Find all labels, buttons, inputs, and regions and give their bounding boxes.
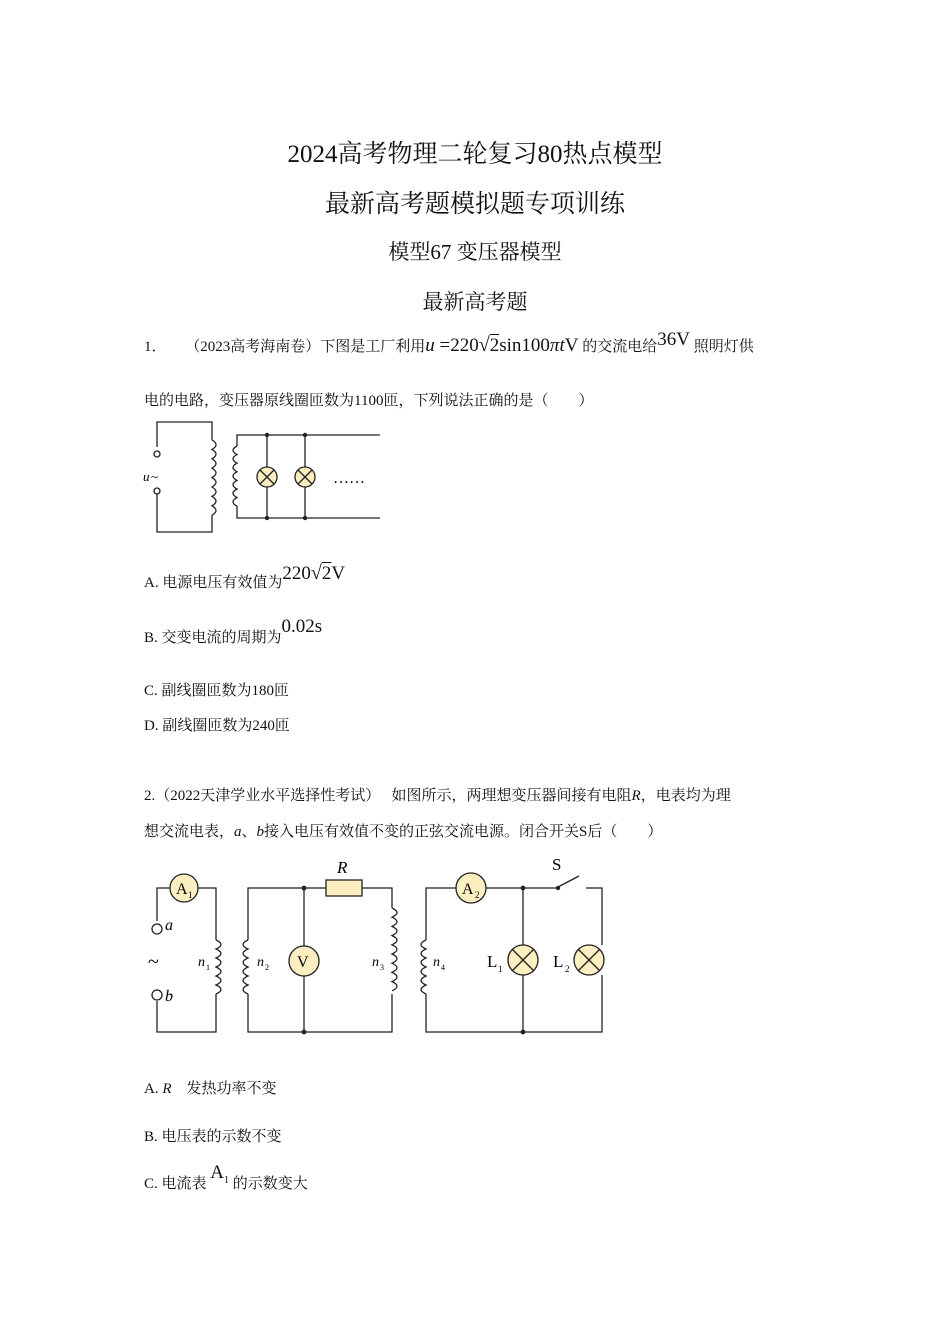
- coil-n1-label: [198, 955, 210, 972]
- lamp-l2: [553, 945, 604, 975]
- q1-number: 1．: [144, 339, 167, 355]
- lamp-l1: [487, 945, 538, 975]
- switch-s-label: S: [552, 855, 562, 874]
- q2-option-b: B. 电压表的示数不变: [144, 1129, 282, 1145]
- q1-dots: ……: [333, 470, 365, 487]
- q2-option-a: A. R 发热功率不变: [144, 1081, 277, 1097]
- q2-number: 2.: [144, 788, 156, 804]
- svg-text:A: A: [176, 881, 188, 898]
- svg-text:A: A: [462, 881, 474, 898]
- q2-option-c-formula: $A_1$: [210, 1162, 229, 1186]
- coil-n2-label: [257, 955, 269, 972]
- q1-line1: [144, 329, 754, 357]
- voltmeter-v: [289, 946, 319, 976]
- terminal-b-label: b: [165, 988, 173, 1005]
- q2-circuit-figure: [140, 848, 610, 1043]
- svg-text:4: 4: [441, 963, 445, 972]
- q1-option-b: B. 交变电流的周期为0.02s: [144, 616, 323, 646]
- svg-text:V: V: [297, 954, 309, 971]
- q1-line2: 电的电路，变压器原线圈匝数为1100匝，下列说法正确的是（ ）: [144, 393, 594, 409]
- title-model: 模型67 变压器模型: [388, 240, 562, 264]
- coil-n3-label: [372, 955, 384, 972]
- q1-option-c: C. 副线圈匝数为180匝: [144, 683, 290, 699]
- q1-formula: u =220√2sin100πtV: [425, 334, 579, 356]
- q1-option-a: A. 电源电压有效值为220√2V: [144, 562, 346, 591]
- svg-text:n: n: [433, 955, 440, 970]
- svg-text:3: 3: [380, 963, 384, 972]
- q1-text-mid: 的交流电给: [582, 339, 658, 355]
- svg-text:1: 1: [188, 890, 193, 900]
- q2-line1: 2.（2022天津学业水平选择性考试） 如图所示，两理想变压器间接有电阻R，电表均为理: [144, 788, 731, 804]
- svg-text:L: L: [553, 952, 564, 971]
- svg-text:1: 1: [206, 963, 210, 972]
- section-heading: 最新高考题: [422, 290, 528, 314]
- title-main: 2024高考物理二轮复习80热点模型: [287, 141, 663, 168]
- svg-text:2: 2: [565, 964, 570, 974]
- svg-text:2: 2: [475, 890, 480, 900]
- svg-text:n: n: [198, 955, 205, 970]
- q2-source: （2022天津学业水平选择性考试）: [155, 788, 381, 804]
- q1-circuit-figure: [140, 418, 390, 538]
- svg-text:2: 2: [265, 963, 269, 972]
- ac-source-tilde: ~: [148, 951, 159, 973]
- q1-option-b-formula: 0.02s: [281, 616, 323, 637]
- q1-source: （2023高考海南卷）下图是工厂利用: [185, 339, 426, 355]
- q1-lamp-1: [257, 467, 277, 487]
- q1-voltage: 36V: [657, 329, 690, 350]
- svg-text:n: n: [372, 955, 379, 970]
- svg-text:R: R: [337, 858, 348, 877]
- coil-n4-label: [433, 955, 445, 972]
- ammeter-a2: [456, 873, 486, 903]
- q2-line2: 想交流电表，a、b接入电压有效值不变的正弦交流电源。闭合开关S后（ ）: [144, 824, 663, 840]
- q1-tilde: ~: [151, 469, 159, 484]
- svg-text:n: n: [257, 955, 264, 970]
- q1-option-a-formula: 220√2V: [282, 562, 346, 584]
- ammeter-a1: [170, 874, 198, 902]
- svg-text:L: L: [487, 952, 498, 971]
- q1-lamp-2: [295, 467, 315, 487]
- svg-text:1: 1: [498, 964, 503, 974]
- terminal-a-label: a: [165, 917, 173, 934]
- resistor-r: [326, 858, 362, 896]
- q1-option-d: D. 副线圈匝数为240匝: [144, 718, 290, 734]
- q1-u-label: u: [143, 469, 150, 484]
- title-sub: 最新高考题模拟题专项训练: [324, 191, 625, 218]
- q2-option-c: C. 电流表 $A_1$ 的示数变大: [144, 1162, 308, 1192]
- q1-text-end: 照明灯供: [693, 339, 754, 355]
